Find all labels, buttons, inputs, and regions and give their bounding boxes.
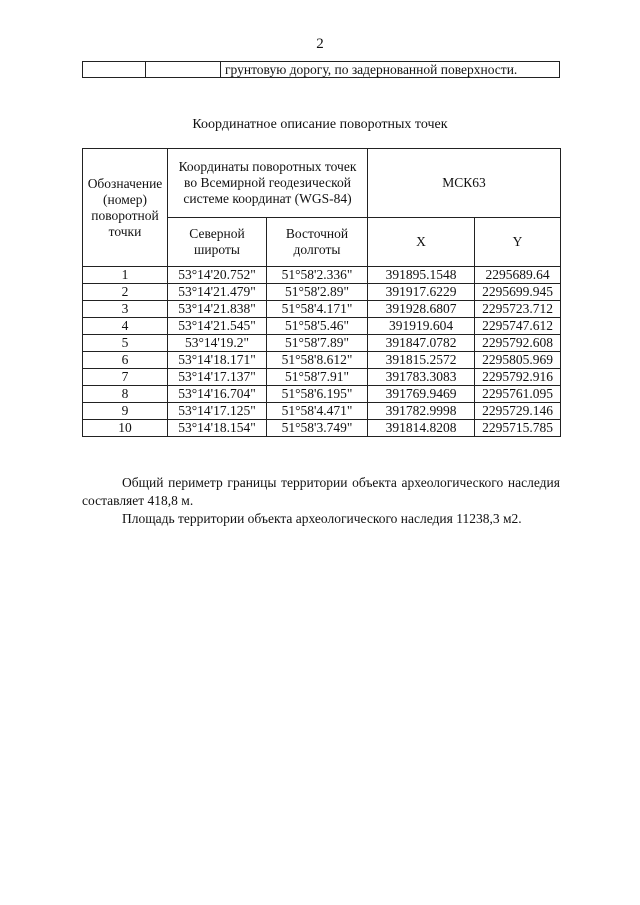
longitude-cell: 51°58'8.612" [267,352,368,369]
longitude-cell: 51°58'7.91" [267,369,368,386]
point-number: 5 [83,335,168,352]
x-cell: 391847.0782 [368,335,475,352]
y-cell: 2295699.945 [475,284,561,301]
point-number: 4 [83,318,168,335]
longitude-cell: 51°58'5.46" [267,318,368,335]
x-cell: 391919.604 [368,318,475,335]
x-cell: 391782.9998 [368,403,475,420]
point-number: 9 [83,403,168,420]
y-cell: 2295761.095 [475,386,561,403]
x-cell: 391928.6807 [368,301,475,318]
point-number: 8 [83,386,168,403]
table-row [83,301,561,318]
x-cell: 391917.6229 [368,284,475,301]
section-title: Координатное описание поворотных точек [192,117,448,132]
latitude-cell: 53°14'17.137" [168,369,267,386]
page-number: 2 [316,36,324,52]
table-row [83,284,561,301]
perimeter-paragraph: Общий периметр границы территории объекта археологического наследия составляет 418,8 м. [82,475,560,508]
longitude-cell: 51°58'4.171" [267,301,368,318]
y-cell: 2295715.785 [475,420,561,437]
area-paragraph: Площадь территории объекта археологического наследия 11238,3 м2. [122,511,522,526]
x-cell: 391895.1548 [368,267,475,284]
x-cell: 391814.8208 [368,420,475,437]
latitude-cell: 53°14'21.479" [168,284,267,301]
header-y: Y [475,218,561,267]
longitude-cell: 51°58'6.195" [267,386,368,403]
longitude-cell: 51°58'3.749" [267,420,368,437]
longitude-cell: 51°58'7.89" [267,335,368,352]
y-cell: 2295729.146 [475,403,561,420]
y-cell: 2295805.969 [475,352,561,369]
latitude-cell: 53°14'21.838" [168,301,267,318]
previous-table-fragment [82,61,560,78]
table-row [83,352,561,369]
point-number: 1 [83,267,168,284]
table-row [83,318,561,335]
header-row [83,149,561,218]
point-number: 2 [83,284,168,301]
longitude-cell: 51°58'2.89" [267,284,368,301]
latitude-cell: 53°14'18.171" [168,352,267,369]
fragment-text: грунтовую дорогу, по задернованной поверхности. [221,62,560,78]
latitude-cell: 53°14'18.154" [168,420,267,437]
y-cell: 2295747.612 [475,318,561,335]
table-row [83,62,560,78]
latitude-cell: 53°14'19.2" [168,335,267,352]
longitude-cell: 51°58'2.336" [267,267,368,284]
empty-cell [83,62,146,78]
point-number: 7 [83,369,168,386]
empty-cell [146,62,221,78]
header-point: Обозначение (номер) поворотной точки [83,149,168,267]
header-msk: МСК63 [368,149,561,218]
table-row [83,335,561,352]
y-cell: 2295792.608 [475,335,561,352]
coordinates-table [82,148,561,437]
y-cell: 2295689.64 [475,267,561,284]
header-x: X [368,218,475,267]
y-cell: 2295723.712 [475,301,561,318]
table-row [83,420,561,437]
latitude-cell: 53°14'16.704" [168,386,267,403]
point-number: 10 [83,420,168,437]
point-number: 6 [83,352,168,369]
table-row [83,403,561,420]
y-cell: 2295792.916 [475,369,561,386]
table-row [83,369,561,386]
header-lon: Восточной долготы [267,218,368,267]
latitude-cell: 53°14'20.752" [168,267,267,284]
header-wgs: Координаты поворотных точек во Всемирной геодезической системе координат (WGS-84) [168,149,368,218]
longitude-cell: 51°58'4.471" [267,403,368,420]
header-lat: Северной широты [168,218,267,267]
x-cell: 391769.9469 [368,386,475,403]
x-cell: 391815.2572 [368,352,475,369]
point-number: 3 [83,301,168,318]
table-row [83,386,561,403]
table-row [83,267,561,284]
latitude-cell: 53°14'21.545" [168,318,267,335]
x-cell: 391783.3083 [368,369,475,386]
latitude-cell: 53°14'17.125" [168,403,267,420]
